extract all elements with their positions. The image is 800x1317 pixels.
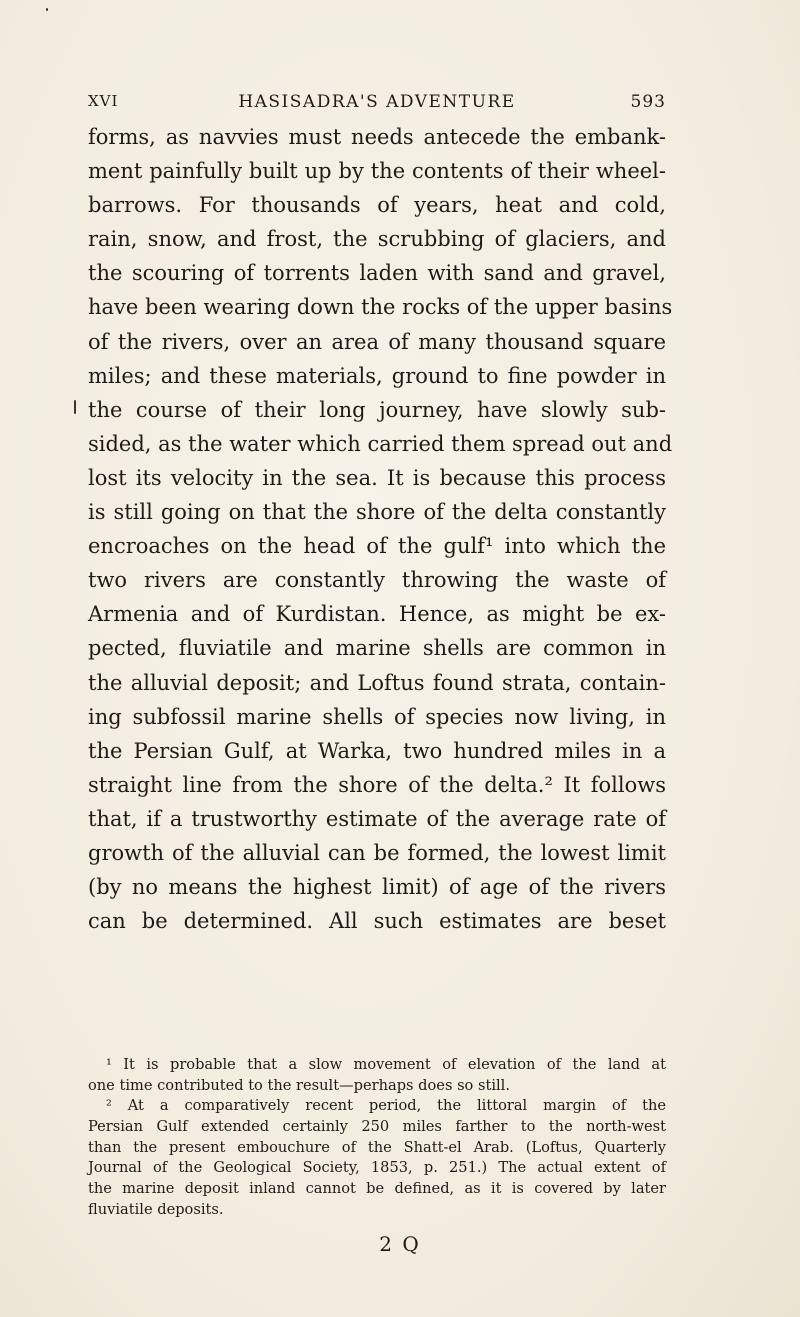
text-line: that, if a trustworthy estimate of the average rate of (88, 806, 666, 831)
text-line: ment painfully built up by the contents of their wheel- (88, 159, 666, 184)
text-line: barrows. For thousands of years, heat and cold, (88, 193, 666, 218)
footnote-line: Journal of the Geological Society, 1853, p. 251.) The actual extent of (88, 1159, 666, 1177)
text-line: two rivers are constantly throwing the waste of (88, 568, 666, 593)
signature-mark: 2 Q (379, 1232, 421, 1256)
footnote-line: Persian Gulf extended certainly 250 miles farther to the north-west (88, 1118, 666, 1136)
text-line: the alluvial deposit; and Loftus found strata, contain- (88, 670, 666, 695)
text-line: the scouring of torrents laden with sand and gravel, (88, 261, 666, 286)
print-speck (46, 8, 48, 11)
text-line: the Persian Gulf, at Warka, two hundred miles in a (88, 738, 666, 763)
text-line: miles; and these materials, ground to fine powder in (88, 363, 666, 388)
main-text (88, 120, 673, 938)
footnote-line: ¹ It is probable that a slow movement of elevation of the land at (106, 1056, 666, 1073)
footnotes (88, 1055, 666, 1221)
text-line: straight line from the shore of the delta.² It follows (88, 772, 666, 797)
running-title: HASISADRA'S ADVENTURE (238, 92, 516, 112)
text-line: the course of their long journey, have slowly sub- (88, 397, 666, 422)
text-line: lost its velocity in the sea. It is because this process (88, 465, 666, 490)
running-header (88, 92, 666, 118)
footnote-line: ² At a comparatively recent period, the littoral margin of the (106, 1097, 666, 1115)
text-line: rain, snow, and frost, the scrubbing of glaciers, and (88, 227, 666, 252)
text-line: ing subfossil marine shells of species now living, in (88, 704, 666, 729)
text-line: encroaches on the head of the gulf¹ into which the (88, 534, 666, 559)
text-line: forms, as navvies must needs antecede the embank- (88, 125, 666, 149)
print-speck (74, 400, 76, 414)
text-line: pected, fluviatile and marine shells are common in (88, 636, 666, 661)
text-line: (by no means the highest limit) of age of the rivers (88, 875, 666, 900)
text-line: can be determined. All such estimates are beset (88, 909, 666, 934)
text-line: of the rivers, over an area of many thousand square (88, 329, 666, 354)
chapter-number: XVI (88, 92, 119, 110)
text-line: is still going on that the shore of the delta constantly (88, 500, 666, 525)
text-line: growth of the alluvial can be formed, the lowest limit (88, 840, 666, 865)
text-line: sided, as the water which carried them spread out and (88, 431, 673, 456)
footnote-line: one time contributed to the result—perhaps does so still. (88, 1076, 510, 1094)
text-line: have been wearing down the rocks of the upper basins (88, 295, 673, 320)
footnote-line: fluviatile deposits. (88, 1200, 224, 1218)
footnote-line: than the present embouchure of the Shatt-el Arab. (Loftus, Quarterly (88, 1138, 666, 1156)
page-number: 593 (630, 92, 666, 112)
text-line: Armenia and of Kurdistan. Hence, as might be ex- (88, 602, 666, 627)
footnote-line: the marine deposit inland cannot be defined, as it is covered by later (88, 1180, 666, 1198)
